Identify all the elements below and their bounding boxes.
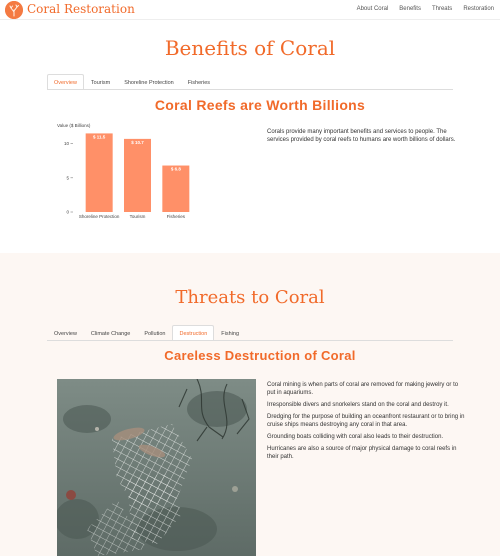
- bar: [124, 139, 151, 212]
- threat-paragraph: Coral mining is when parts of coral are removed for making jewelry or to put in aquariums.: [267, 382, 459, 396]
- y-tick-label: 5: [66, 175, 69, 181]
- threats-subtitle: Careless Destruction of Coral: [164, 348, 356, 363]
- tab-climate-change[interactable]: Climate Change: [90, 331, 131, 337]
- y-tick-label: 0: [66, 209, 69, 215]
- threats-section: [0, 253, 500, 556]
- benefits-title: Benefits of Coral: [164, 36, 336, 60]
- tab-overview[interactable]: Overview: [47, 74, 84, 89]
- benefits-tabs: [47, 74, 453, 90]
- nav-link-about-coral[interactable]: About Coral: [356, 6, 389, 12]
- threat-paragraph: Hurricanes are also a source of major physical damage to coral reefs in their path.: [267, 446, 457, 460]
- bar-value-label: $ 11.5: [93, 134, 106, 140]
- y-axis-label: Value ($ Billions): [57, 123, 91, 128]
- tab-tourism[interactable]: Tourism: [90, 80, 111, 86]
- threat-paragraph: Dredging for the purpose of building an oceanfront restaurant or to bring in cruise ships means destroying any coral in that area.: [267, 414, 465, 428]
- threats-title: Threats to Coral: [175, 287, 325, 308]
- benefits-paragraph: Corals provide many important benefits and services to people. The services provided by coral reefs to humans are worth billions of dollars.: [267, 129, 456, 143]
- threats-text: [267, 381, 467, 465]
- x-tick-label: Fisheries: [166, 214, 185, 219]
- tab-destruction[interactable]: Destruction: [172, 325, 214, 340]
- threat-paragraph: Grounding boats colliding with coral also leads to their destruction.: [267, 434, 444, 440]
- nav-link-restoration[interactable]: Restoration: [463, 6, 494, 12]
- x-tick-label: Tourism: [129, 214, 146, 219]
- benefits-subtitle: Coral Reefs are Worth Billions: [154, 97, 366, 113]
- tab-threats-overview[interactable]: Overview: [54, 331, 77, 337]
- damaged-reef-image: [57, 379, 256, 556]
- tab-fishing[interactable]: Fishing: [221, 331, 240, 337]
- threats-tabs: [47, 325, 453, 341]
- tab-shoreline-protection[interactable]: Shoreline Protection: [124, 80, 174, 86]
- bar: [86, 133, 113, 212]
- logo-icon[interactable]: [5, 1, 23, 19]
- threat-paragraph: Irresponsible divers and snorkelers stand on the coral and destroy it.: [267, 402, 449, 408]
- nav-links: [357, 6, 494, 12]
- bar: [162, 166, 189, 212]
- top-nav: [0, 0, 500, 20]
- nav-link-benefits[interactable]: Benefits: [399, 6, 421, 12]
- x-tick-label: Shoreline Protection: [78, 214, 120, 219]
- value-bar-chart: [52, 122, 202, 227]
- tab-pollution[interactable]: Pollution: [144, 331, 166, 337]
- nav-link-threats[interactable]: Threats: [431, 6, 453, 12]
- bar-value-label: $ 10.7: [131, 139, 144, 145]
- brand-title[interactable]: Coral Restoration: [27, 2, 135, 16]
- y-tick-label: 10: [63, 141, 69, 147]
- bar-value-label: $ 6.8: [170, 166, 181, 172]
- benefits-section: [0, 20, 500, 253]
- tab-fisheries[interactable]: Fisheries: [187, 80, 211, 86]
